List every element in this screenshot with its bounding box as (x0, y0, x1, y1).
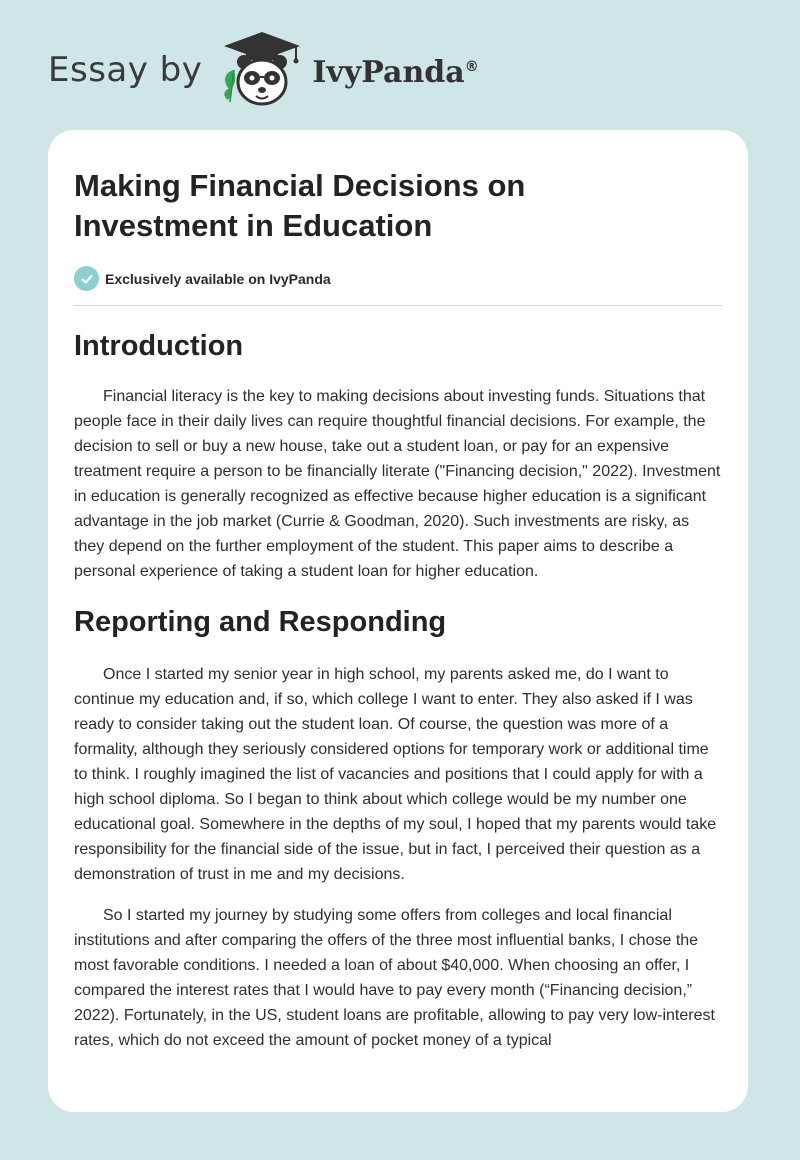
essay-by-label: Essay by (48, 50, 203, 90)
exclusive-text: Exclusively available on IvyPanda (105, 270, 331, 287)
ivypanda-logo-icon[interactable] (216, 30, 308, 110)
paragraph: So I started my journey by studying some offers from colleges and local financial institutions and after comparing the offers of the three most influential banks, I chose the most favorable conditions. I needed a loan of about $40,000. When choosing an offer, I compared the interest rates that I would have to pay every month (“Financing decision,” 2022). Fortunately, in the US, student loans are profitable, allowing to pay very low-interest rates, which do not exceed the amount of pocket money of a typical (74, 907, 715, 1049)
brand-text: IvyPanda (312, 54, 465, 90)
paragraph: Financial literacy is the key to making decisions about investing funds. Situations that people face in their daily lives can require thoughtful financial decisions. For example, the decision to sell or buy a new house, take out a student loan, or pay for an expensive treatment require a person to be financially literate ("Financing decision," 2022). Investment in education is generally recognized as effective because higher education is a significant advantage in the job market (Currie & Goodman, 2020). Such investments are risky, as they depend on the further employment of the student. This paper aims to describe a personal experience of taking a student loan for higher education. (74, 388, 721, 580)
exclusive-badge (74, 266, 722, 306)
check-icon (74, 266, 99, 291)
section-heading-reporting: Reporting and Responding (74, 606, 447, 638)
paragraph: Once I started my senior year in high school, my parents asked me, do I want to continue my education and, if so, which college I want to enter. They also asked if I was ready to consider taking out the student loan. Of course, the question was more of a formality, although they seriously considered options for temporary work or additional time to think. I roughly imagined the list of vacancies and positions that I could apply for with a high school diploma. So I began to think about which college would be my number one educational goal. Somewhere in the depths of my soul, I hoped that my parents would take responsibility for the financial side of the issue, but in fact, I perceived their question as a demonstration of trust in me and my decisions. (74, 666, 717, 883)
article-title: Making Financial Decisions on Investment in Education (74, 168, 526, 243)
article-card (48, 130, 748, 1112)
section-heading-introduction: Introduction (74, 330, 244, 362)
site-header (48, 30, 479, 110)
registered-mark: ® (464, 58, 479, 75)
brand-name[interactable] (312, 55, 478, 90)
